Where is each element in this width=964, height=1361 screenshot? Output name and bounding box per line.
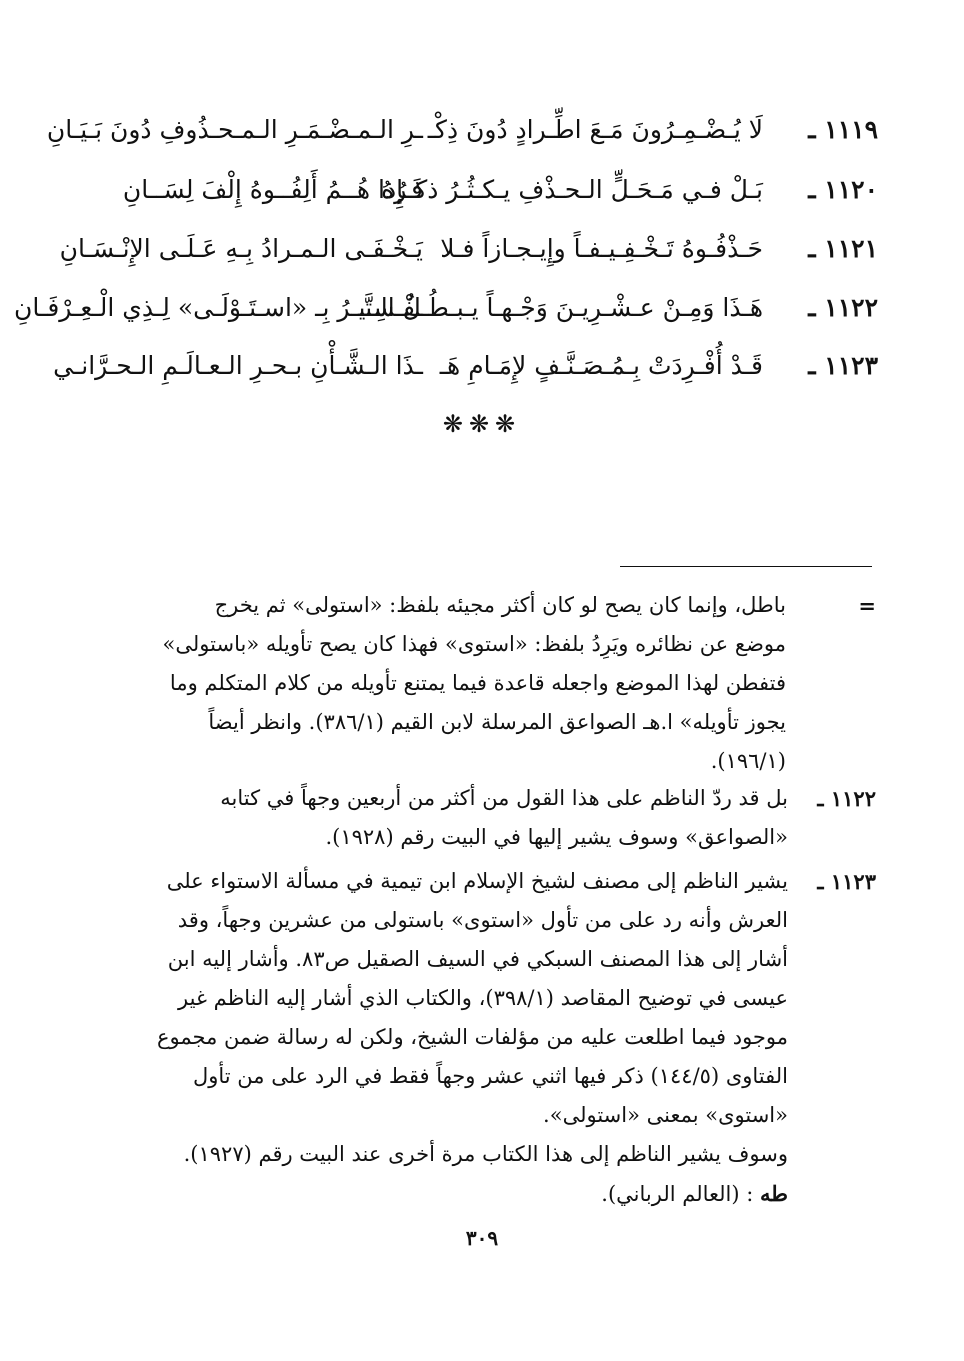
footnote-line: «استوى» بمعنى «استولى». xyxy=(543,1103,788,1127)
footnote-line: أشار إلى هذا المصنف السبكي في السيف الصقيل ص٨٣. وأشار إليه ابن xyxy=(167,947,788,971)
verse-number: ١١١٩ ـ xyxy=(808,115,878,144)
footnote-text xyxy=(86,586,786,781)
verse-number: ١١٢٢ ـ xyxy=(808,293,878,322)
footnote-line: عيسى في توضيح المقاصد (٣٩٨/١)، والكتاب الذي أشار إليه الناظم غير xyxy=(178,986,788,1010)
footnote-line: يشير الناظم إلى مصنف لشيخ الإسلام ابن تيمية في مسألة الاستواء على xyxy=(166,869,788,893)
footnote-line: يجوز تأويله» ا.هـ الصواعق المرسلة لابن القيم (٣٨٦/١). وانظر أيضاً xyxy=(208,710,786,734)
section-separator: ❋❋❋ xyxy=(442,410,522,438)
footnote-line: بل قد ردّ الناظم على هذا القول من أكثر من أربعين وجهاً في كتابه xyxy=(220,786,788,810)
verse-1122 xyxy=(14,280,878,336)
verse-first-hemistich: لَا يُـضْـمِـرُونَ مَـعَ اطِّـرادٍ دُونَ ذِكْـ xyxy=(427,115,763,144)
footnote-line: فتفطن لهذا الموضع واجعله قاعدة فيما يمتنع تأويله من كلام المتكلم وما xyxy=(169,671,786,695)
verse-1120 xyxy=(70,162,878,218)
verse-1123 xyxy=(53,338,878,394)
signature-text: : (العالم الرباني). xyxy=(601,1182,754,1206)
verse-second-hemistich: يَـخْـفَـى الـمـرادُ بِـهِ عَـلَـى الإِنْـسَـانِ xyxy=(59,234,423,263)
footnote-line: الفتاوى (١٤٤/٥) ذكر فيها اثني عشر وجهاً فقط في الرد على من تأول xyxy=(192,1064,788,1088)
verse-number: ١١٢٠ ـ xyxy=(808,175,878,204)
verse-first-hemistich: هَـذَا وَمِـنْ عـشْـرِيـنَ وَجْـهـاً يـبـطُـلُ الـتَّـ xyxy=(357,293,763,322)
verse-first-hemistich: قَـدْ أُفْـرِدَتْ بِـمُـصَـنَّـفٍ لإِمَـامِ هَـ xyxy=(439,351,763,380)
continuation-marker: = xyxy=(858,593,876,618)
footnote-continuation xyxy=(86,586,876,781)
verse-first-hemistich: بَـلْ فـي مَـحَـلٍّ الـحـذْفِ يـكـثُـرُ ذكـرُهُ xyxy=(381,175,763,204)
verse-number: ١١٢٣ ـ xyxy=(808,351,878,380)
footnote-1122 xyxy=(86,779,876,857)
footnote-line: (١٩٦/١). xyxy=(710,749,786,773)
page-number: ٣٠٩ xyxy=(465,1226,499,1250)
footnote-line: موجود فيما اطلعت عليه من مؤلفات الشيخ، ولكن له رسالة ضمن مجموع xyxy=(157,1025,788,1049)
footnote-number: ١١٢٢ ـ xyxy=(817,786,876,811)
footnote-number: ١١٢٣ ـ xyxy=(817,869,876,894)
footnote-line: باطل، وإنما كان يصح لو كان أكثر مجيئه بلفظ: «استولى» ثم يخرج xyxy=(214,593,786,617)
verse-second-hemistich: ـفْـسِـيـرُ بِـ «اسـتَـوْلَـى» لِـذِي الْـعِـرْفَـانِ xyxy=(14,293,423,322)
verse-1119 xyxy=(46,102,878,158)
verse-second-hemistich: ـرِ الـمـضْـمَـرِ الـمـحـذُوفِ دُونَ بَـيَـانِ xyxy=(46,115,423,144)
footnote-line: العرش وأنه رد على من تأول «استوى» باستولى من عشرين وجهاً، وقد xyxy=(177,908,788,932)
signature-abbreviation: طه xyxy=(760,1181,788,1206)
footnote-line: موضع عن نظائره ويَرِدُ بلفظ: «استوى» فهذا كان يصح تأويله «باستولى» xyxy=(162,632,786,656)
footnote-line: «الصواعق» وسوف يشير إليها في البيت رقم (١٩٢٨). xyxy=(325,825,788,849)
footnote-text xyxy=(86,862,788,1135)
footnote-rule xyxy=(620,566,872,567)
footnote-text xyxy=(86,779,788,857)
verse-second-hemistich: ـذَا الـشَّـأْنِ بـحـرِ الـعـالَـمِ الـحـرَّانـي xyxy=(53,351,423,380)
verse-first-hemistich: حَـذْفُـوهُ تَـخْـفِـيـفـاً وإِيـجـازاً فـلا xyxy=(440,234,763,263)
verse-1121 xyxy=(59,221,878,277)
footnote-signature xyxy=(86,1174,788,1214)
footnote-1123 xyxy=(86,862,876,1214)
footnote-extra-line: وسوف يشير الناظم إلى هذا الكتاب مرة أخرى عند البيت رقم (١٩٢٧). xyxy=(183,1142,788,1166)
verse-second-hemistich: فَـإِذا هُــمُ أَلِفُــوهُ إِلْفَ لِسَــانِ xyxy=(122,175,423,204)
verse-number: ١١٢١ ـ xyxy=(808,234,878,263)
